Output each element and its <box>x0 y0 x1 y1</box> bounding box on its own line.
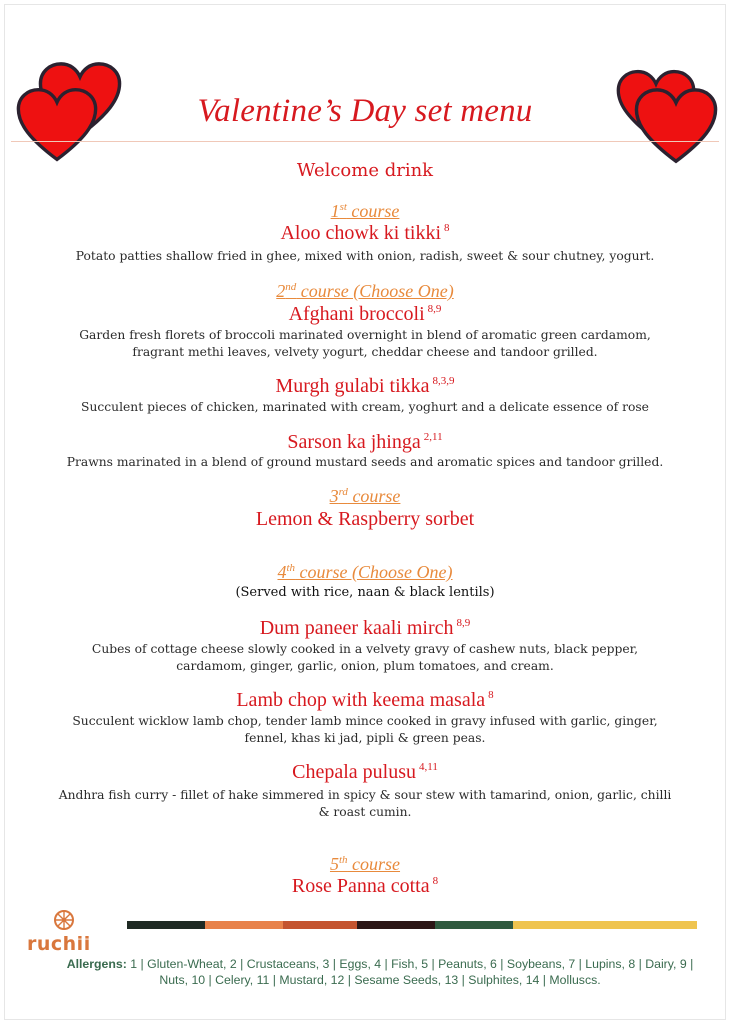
dish-name: Afghani broccoli $^{8,9}$ <box>288 303 442 325</box>
course-heading-4: 4th course (Choose One) <box>277 562 453 582</box>
color-stripe-segment <box>357 921 435 929</box>
course-heading-5: 5th course <box>329 854 401 874</box>
color-stripe-segment <box>205 921 283 929</box>
dish-name: Aloo chowk ki tikki $^8$ <box>280 222 450 244</box>
dish-name: Lamb chop with keema masala $^8$ <box>236 689 494 711</box>
welcome-drink: Welcome drink <box>296 160 434 181</box>
wheel-icon <box>53 909 75 931</box>
menu-page <box>4 4 726 1020</box>
dish-name: Lemon & Raspberry sorbet <box>255 508 475 530</box>
dish-description: Andhra fish curry - fillet of hake simmered in spicy & sour stew with tamarind, onion, garlic, chilli & roast cumin. <box>58 788 672 819</box>
dish-name: Sarson ka jhinga $^{2,11}$ <box>287 431 443 453</box>
dish-name: Rose Panna cotta $^8$ <box>291 875 439 897</box>
course-note: (Served with rice, naan & black lentils) <box>235 585 495 600</box>
brand-name: ruchii <box>27 933 91 955</box>
brand-logo <box>27 909 107 959</box>
dish-name: Murgh gulabi tikka $^{8,3,9}$ <box>275 375 455 397</box>
dish-description: Garden fresh florets of broccoli marinated overnight in blend of aromatic green cardamom, fragrant methi leaves, velvety yogurt, cheddar cheese and tandoor grilled. <box>79 328 651 359</box>
allergen-legend: Allergens: 1 | Gluten-Wheat, 2 | Crustaceans, 3 | Eggs, 4 | Fish, 5 | Peanuts, 6 | Soybeans, 7 | Lupins, 8 | Dairy, 9 | Nuts, 10 | Celery, 11 | Mustard, 12 | Sesame Seeds, 13 | Sulphites, 14 | Molluscs. <box>66 957 694 987</box>
page-title: Valentine’s Day set menu <box>197 93 533 129</box>
course-heading-1: 1st course <box>330 201 400 221</box>
dish-description: Succulent pieces of chicken, marinated with cream, yoghurt and a delicate essence of rose <box>81 400 649 414</box>
dish-name: Dum paneer kaali mirch $^{8,9}$ <box>259 617 471 639</box>
color-stripe-segment <box>513 921 697 929</box>
color-stripe-segment <box>435 921 513 929</box>
color-stripe-segment <box>127 921 205 929</box>
dish-description: Potato patties shallow fried in ghee, mixed with onion, radish, sweet & sour chutney, yogurt. <box>75 249 655 263</box>
color-stripe-segment <box>283 921 357 929</box>
dish-name: Chepala pulusu $^{4,11}$ <box>292 761 438 783</box>
dish-description: Cubes of cottage cheese slowly cooked in a velvety gravy of cashew nuts, black pepper, cardamom, ginger, garlic, onion, plum tomatoes, and cream. <box>91 642 639 673</box>
dish-description: Succulent wicklow lamb chop, tender lamb mince cooked in gravy infused with garlic, ginger, fennel, khas ki jad, pipli & green peas. <box>72 714 658 745</box>
course-heading-3: 3rd course <box>329 486 401 506</box>
dish-description: Prawns marinated in a blend of ground mustard seeds and aromatic spices and tandoor grilled. <box>66 455 664 469</box>
course-heading-2: 2nd course (Choose One) <box>276 281 454 301</box>
title-divider <box>11 141 719 142</box>
